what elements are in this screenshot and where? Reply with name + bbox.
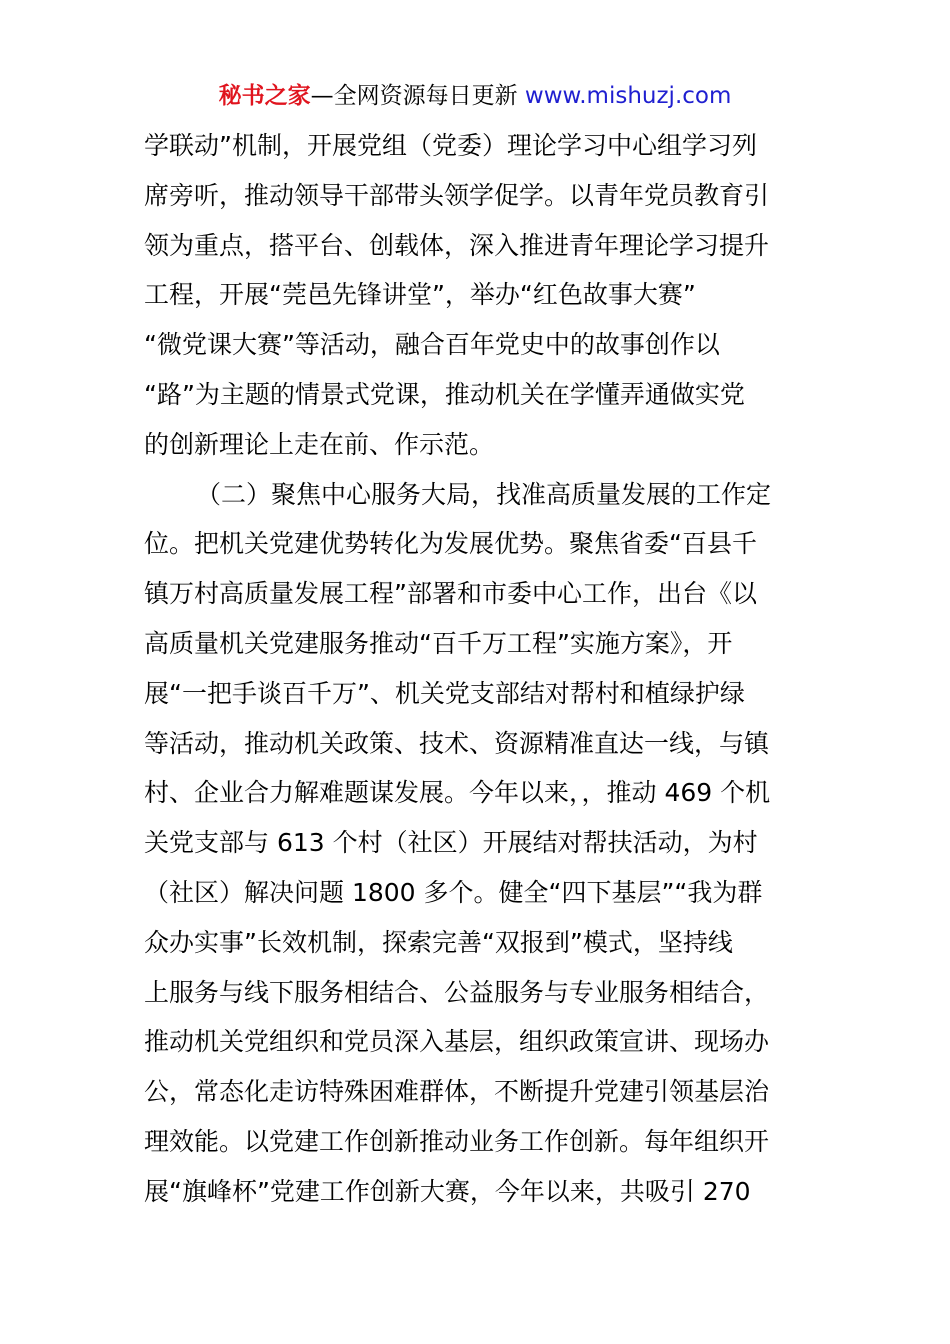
text-line: “微党课大赛”等活动，融合百年党史中的故事创作以: [144, 330, 720, 360]
text-line: 等活动，推动机关政策、技术、资源精准直达一线，与镇: [144, 728, 770, 758]
header-tagline: —全网资源每日更新: [310, 83, 518, 109]
section-heading-line: （二）聚焦中心服务大局，找准高质量发展的工作定: [196, 479, 772, 509]
text-line: 展“旗峰杯”党建工作创新大赛，今年以来，共吸引 270: [144, 1176, 751, 1206]
text-line: 村、企业合力解难题谋发展。今年以来，，推动 469 个机: [144, 778, 771, 808]
text-line: 学联动”机制，开展党组（党委）理论学习中心组学习列: [144, 131, 757, 160]
text-line: 推动机关党组织和党员深入基层，组织政策宣讲、现场办: [144, 1027, 770, 1057]
text-line: 上服务与线下服务相结合、公益服务与专业服务相结合，: [144, 977, 770, 1007]
text-line: 席旁听，推动领导干部带头领学促学。以青年党员教育引: [144, 180, 770, 210]
text-line: “路”为主题的情景式党课，推动机关在学懂弄通做实党: [144, 379, 745, 409]
site-url-link[interactable]: www.mishuzj.com: [524, 83, 732, 109]
text-line: 公，常态化走访特殊困难群体，不断提升党建引领基层治: [144, 1077, 770, 1107]
text-line: 关党支部与 613 个村（社区）开展结对帮扶活动，为村: [144, 828, 758, 858]
text-line: 的创新理论上走在前、作示范。: [144, 429, 495, 459]
text-line: 镇万村高质量发展工程”部署和市委中心工作，出台《以: [144, 579, 757, 609]
text-line: 位。把机关党建优势转化为发展优势。聚焦省委“百县千: [144, 529, 757, 559]
site-header: [0, 80, 950, 112]
text-line: 工程，开展“莞邑先锋讲堂”，举办“红色故事大赛”: [144, 280, 696, 310]
text-line: 高质量机关党建服务推动“百千万工程”实施方案》，开: [144, 628, 733, 658]
text-line: （社区）解决问题 1800 多个。健全“四下基层”“我为群: [144, 877, 763, 907]
text-line: 领为重点，搭平台、创载体，深入推进青年理论学习提升: [144, 230, 770, 260]
document-body: [144, 121, 806, 1217]
brand-name: 秘书之家: [218, 83, 311, 109]
text-line: 展“一把手谈百千万”、机关党支部结对帮村和植绿护绿: [144, 678, 745, 708]
text-line: 众办实事”长效机制，探索完善“双报到”模式，坚持线: [144, 927, 733, 957]
text-line: 理效能。以党建工作创新推动业务工作创新。每年组织开: [144, 1126, 770, 1156]
